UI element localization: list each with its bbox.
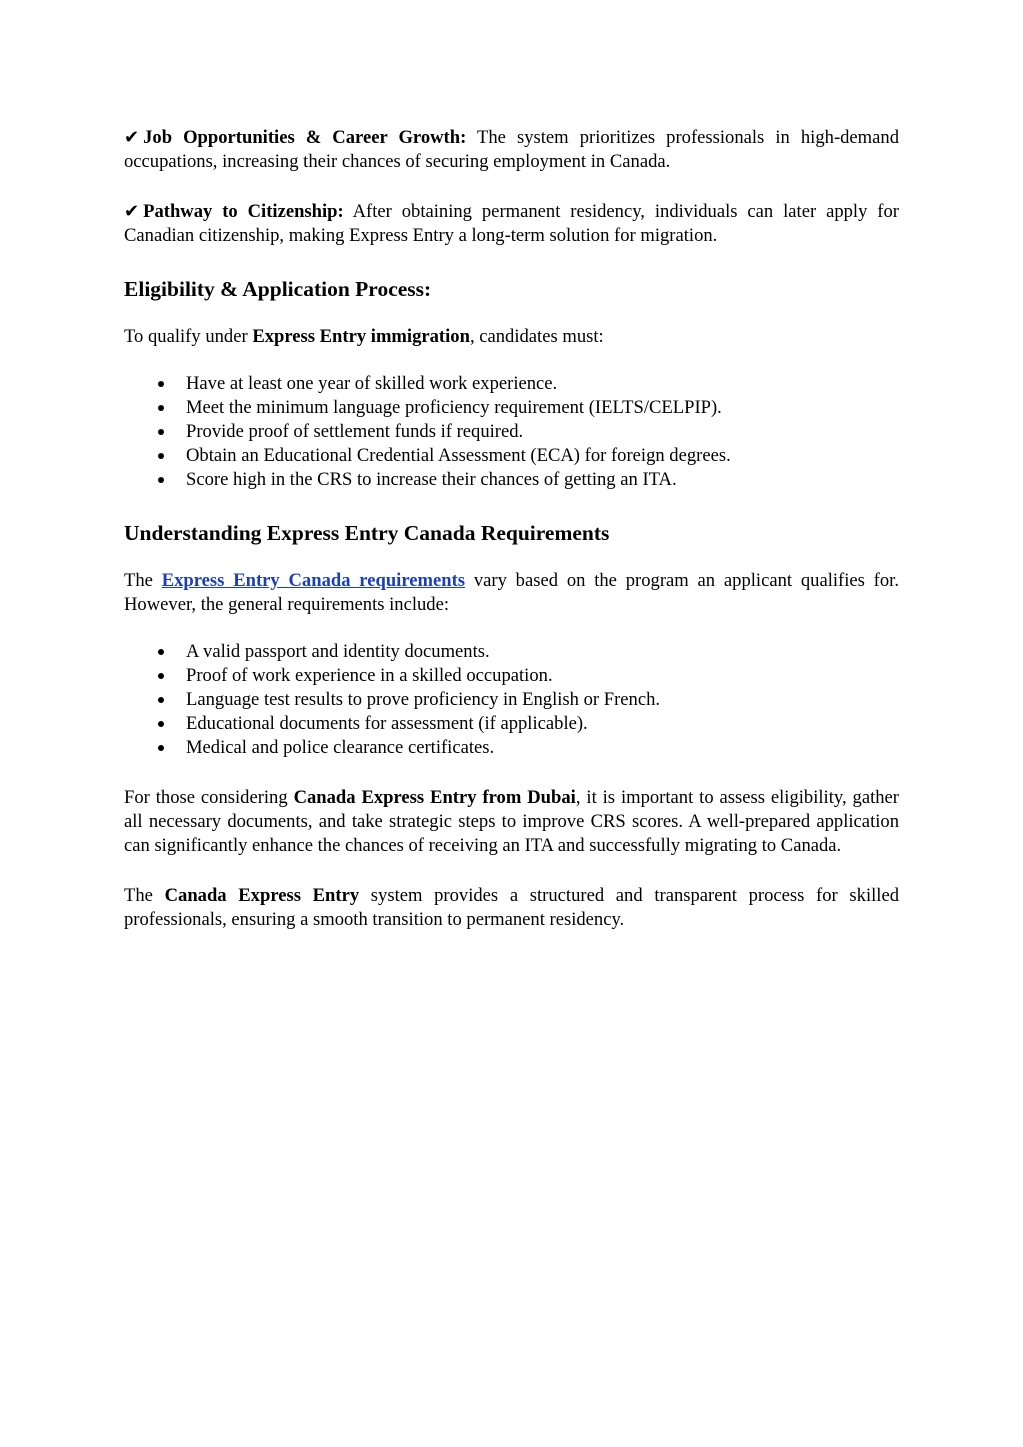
benefit-title: Job Opportunities & Career Growth:	[143, 127, 467, 148]
intro-text: , candidates must:	[469, 326, 604, 347]
list-item-text: A valid passport and identity documents.	[186, 641, 490, 662]
intro-text: The	[124, 570, 162, 591]
closing-paragraph	[124, 884, 899, 932]
list-item-text: Obtain an Educational Credential Assessment (ECA) for foreign degrees.	[186, 445, 731, 466]
benefit-job-opportunities	[124, 126, 899, 174]
list-item-text: Proof of work experience in a skilled occupation.	[186, 665, 553, 686]
paragraph-text: For those considering	[124, 787, 294, 808]
list-item	[124, 396, 899, 420]
list-item-text: Educational documents for assessment (if applicable).	[186, 713, 588, 734]
list-item	[124, 372, 899, 396]
list-item-text: Language test results to prove proficiency in English or French.	[186, 689, 661, 710]
benefit-text: The system prioritizes professionals in high-demand occupations, increasing their chances of securing employment in Canada.	[124, 127, 899, 172]
list-item	[124, 468, 899, 492]
list-item-text: Score high in the CRS to increase their chances of getting an ITA.	[186, 469, 677, 490]
benefit-citizenship	[124, 200, 899, 248]
intro-text: vary based on the program an applicant qualifies for. However, the general requirements include:	[124, 570, 899, 615]
eligibility-heading: Eligibility & Application Process:	[124, 277, 432, 301]
requirements-intro	[124, 569, 899, 617]
dubai-paragraph	[124, 786, 899, 858]
paragraph-text: , it is important to assess eligibility, gather all necessary documents, and take strategic steps to improve CRS scores. A well-prepared application can significantly enhance the chances of receiving an ITA and successfully migrating to Canada.	[124, 787, 899, 856]
paragraph-bold-text: Canada Express Entry from Dubai	[293, 787, 576, 808]
list-item-text: Meet the minimum language proficiency requirement (IELTS/CELPIP).	[186, 397, 722, 418]
list-item-text: Medical and police clearance certificates.	[186, 737, 495, 758]
paragraph-bold-text: Canada Express Entry	[164, 885, 360, 906]
list-item	[124, 420, 899, 444]
benefit-text: After obtaining permanent residency, individuals can later apply for Canadian citizenship, making Express Entry a long-term solution for migration.	[124, 201, 899, 246]
checkmark-icon: ✔	[124, 201, 140, 222]
paragraph-text: system provides a structured and transparent process for skilled professionals, ensuring a smooth transition to permanent residency.	[124, 885, 899, 930]
list-item	[124, 688, 899, 712]
eligibility-list	[124, 372, 899, 492]
benefit-title: Pathway to Citizenship:	[143, 201, 344, 222]
requirements-heading: Understanding Express Entry Canada Requirements	[124, 521, 610, 545]
list-item-text: Have at least one year of skilled work experience.	[186, 373, 558, 394]
paragraph-text: The	[124, 885, 165, 906]
list-item	[124, 664, 899, 688]
list-item	[124, 712, 899, 736]
document-page	[124, 126, 899, 932]
list-item	[124, 444, 899, 468]
requirements-list	[124, 640, 899, 760]
list-item	[124, 736, 899, 760]
eligibility-intro	[124, 325, 899, 349]
express-entry-requirements-link[interactable]: Express Entry Canada requirements	[161, 570, 466, 591]
intro-bold-text: Express Entry immigration	[252, 326, 470, 347]
checkmark-icon: ✔	[124, 127, 140, 148]
intro-text: To qualify under	[124, 326, 253, 347]
list-item	[124, 640, 899, 664]
list-item-text: Provide proof of settlement funds if required.	[186, 421, 524, 442]
